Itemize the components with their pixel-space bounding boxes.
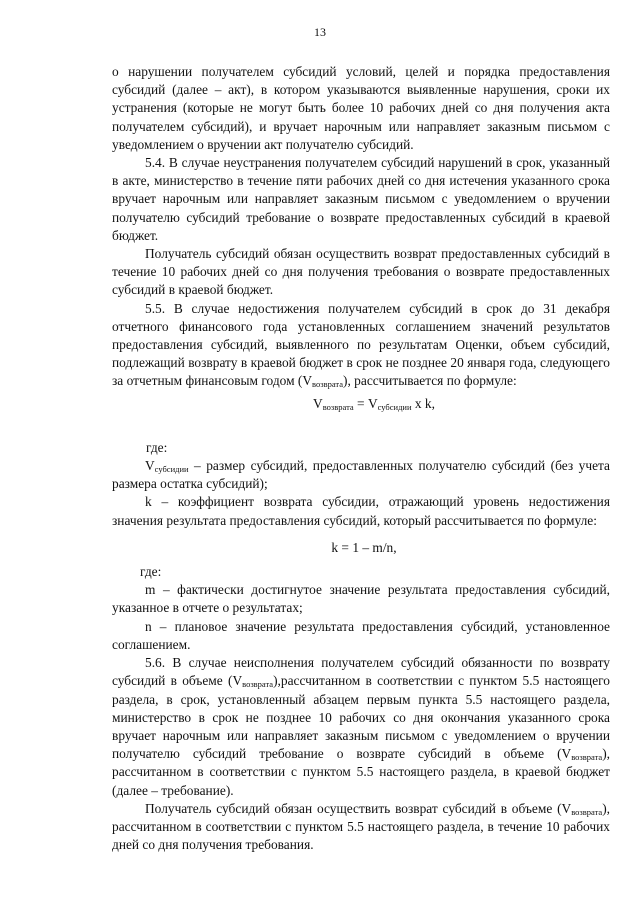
- page-number: 13: [314, 25, 326, 39]
- paragraph-5-6-a: 5.6. В случае неисполнения получателем субсидий обязанности по возврату субсидий в объеме (: [112, 655, 610, 689]
- paragraph-5-6-c: ), рассчитанном в соответствии с пунктом 5.5 настоящего раздела, в краевой бюджет (далее – требование).: [112, 746, 610, 798]
- subscript-vozvrata: возврата: [322, 401, 354, 412]
- symbol-v: V: [561, 800, 572, 816]
- paragraph-return-obligation: Получатель субсидий обязан осуществить возврат предоставленных субсидий в течение 10 рабочих дней со дня получения требования о возврате предоставленных субсидий в краевой бюджет.: [112, 246, 610, 298]
- subscript-vozvrata: возврата: [312, 379, 344, 390]
- definition-v-subsidii: [112, 457, 610, 493]
- subscript-vozvrata: возврата: [571, 806, 603, 817]
- paragraph-final-a: Получатель субсидий обязан осуществить возврат субсидий в объеме (: [145, 800, 562, 816]
- symbol-v: V: [367, 395, 378, 411]
- document-body: [112, 63, 610, 854]
- symbol-v: V: [302, 373, 313, 389]
- paragraph-5-6: [112, 654, 610, 800]
- symbol-v: V: [561, 746, 572, 762]
- paragraph-final-b: ), рассчитанном в соответствии с пунктом 5.5 настоящего раздела, в течение 10 рабочих дней со дня получения требования.: [112, 800, 610, 853]
- definition-k: k – коэффициент возврата субсидии, отражающий уровень недостижения значения результата предоставления субсидий, который рассчитывается по формуле:: [112, 494, 610, 528]
- definition-m: m – фактически достигнутое значение результата предоставления субсидий, указанное в отчете о результатах;: [112, 582, 610, 616]
- paragraph-5-5: [112, 300, 610, 391]
- formula-tail: x k,: [411, 395, 435, 411]
- subscript-vozvrata: возврата: [242, 679, 274, 690]
- definition-v-text: – размер субсидий, предоставленных получателю субсидий (без учета размера остатка субсидий);: [112, 458, 610, 492]
- paragraph-5-5-tail: ), рассчитывается по формуле:: [343, 373, 517, 389]
- where-label: где:: [146, 439, 168, 455]
- where-label-2: где:: [140, 564, 162, 580]
- formula-k: k = 1 – m/n,: [331, 539, 397, 555]
- paragraph-5-5-text: 5.5. В случае недостижения получателем субсидий в срок до 31 декабря отчетного финансового года установленных соглашением значений результатов предоставления субсидий, выявленного по результатам Оценки, объем субсидий, подлежащий возврату в краевой бюджет в срок не позднее 20 января года, следующего за отчетным финансовым годом (: [112, 300, 610, 389]
- subscript-subsidii: субсидии: [154, 464, 189, 475]
- symbol-v: V: [145, 458, 155, 474]
- formula-return-volume: [112, 391, 610, 439]
- subscript-subsidii: субсидии: [377, 401, 412, 412]
- symbol-v: V: [313, 395, 323, 411]
- subscript-vozvrata: возврата: [571, 752, 603, 763]
- symbol-v: V: [232, 673, 243, 689]
- formula-eq: =: [353, 395, 368, 411]
- paragraph-5-4: 5.4. В случае неустранения получателем субсидий нарушений в срок, указанный в акте, министерство в течение пяти рабочих дней со дня истечения указанного срока вручает нарочным или направляет заказным письмом с уведомлением о вручении получателю субсидий требование о возврате предоставленных субсидий в краевой бюджет.: [112, 155, 610, 243]
- paragraph-5-6-b: ),рассчитанном в соответствии с пунктом 5.5 настоящего раздела, в срок, установленный абзацем первым пункта 5.5 настоящего раздела, министерство в срок не позднее 10 рабочих со дня окончания указанного срока вручает нарочным или направляет заказным письмом с уведомлением о вручении получателю субсидий требование о возврате субсидий в объеме (: [112, 673, 610, 762]
- paragraph-act-notice: о нарушении получателем субсидий условий, целей и порядка предоставления субсидий (далее – акт), в котором указываются выявленные нарушения, сроки их устранения (которые не могут быть более 10 рабочих дней со дня получения акта получателем субсидий), и вручает нарочным или направляет заказным письмом с уведомлением о вручении акт получателю субсидий.: [112, 64, 610, 152]
- definition-n: n – плановое значение результата предоставления субсидий, установленное соглашением.: [112, 618, 610, 652]
- paragraph-final-obligation: [112, 800, 610, 855]
